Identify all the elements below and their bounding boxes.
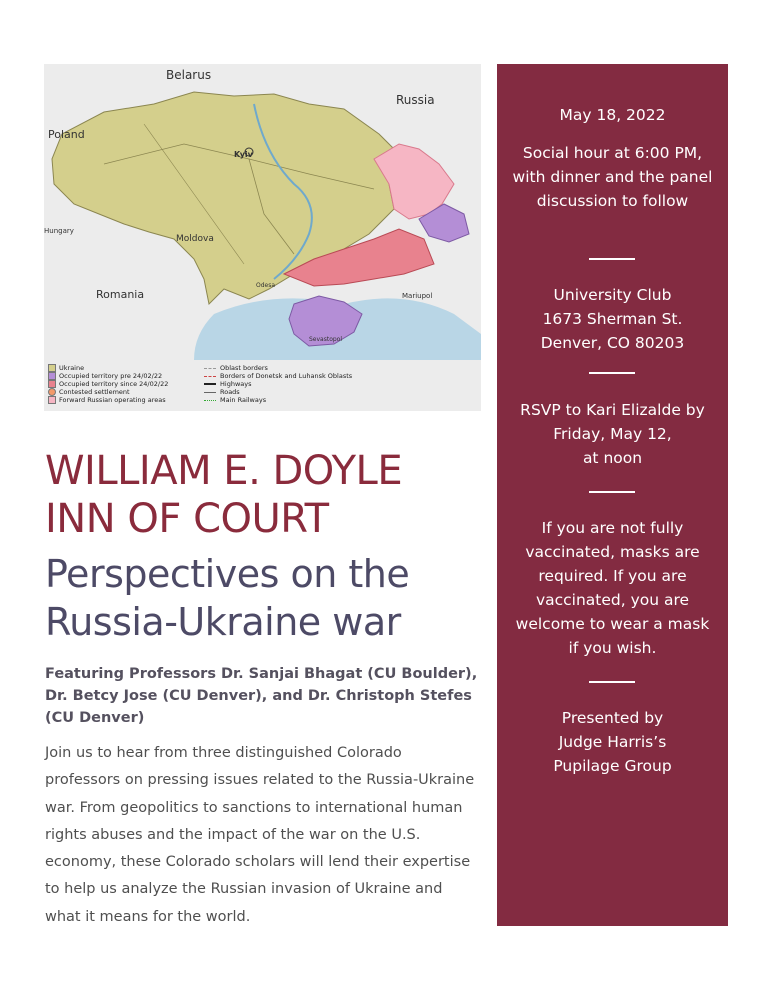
divider	[589, 372, 635, 374]
line-icon	[204, 392, 216, 393]
venue-city: Denver, CO 80203	[540, 334, 685, 352]
legend-item	[204, 372, 352, 380]
mask-policy: If you are not fully vaccinated, masks are required. If you are vaccinated, you are welcome to wear a mask if you wish.	[515, 519, 710, 657]
legend-item	[204, 396, 352, 404]
label-odesa: Odesa	[256, 282, 276, 289]
label-russia: Russia	[396, 93, 435, 107]
map-graphic	[44, 64, 481, 411]
rsvp-time: at noon	[582, 449, 643, 467]
title-line-2: INN OF COURT	[45, 496, 329, 542]
divider	[589, 491, 635, 493]
legend-label: Oblast borders	[220, 364, 268, 372]
venue-street: 1673 Sherman St.	[542, 310, 683, 328]
legend-label: Main Railways	[220, 396, 267, 404]
legend-label: Ukraine	[59, 364, 85, 372]
swatch-icon	[48, 372, 56, 380]
presented-by	[505, 706, 720, 778]
legend-label: Highways	[220, 380, 252, 388]
presenter-line-2: Pupilage Group	[553, 757, 672, 775]
subtitle-line-1: Perspectives on the	[45, 552, 410, 596]
legend-label: Contested settlement	[59, 388, 130, 396]
label-sevastopol: Sevastopol	[309, 336, 343, 343]
label-kyiv: Kyiv	[234, 150, 253, 159]
label-moldova: Moldova	[176, 234, 214, 244]
presenter-line-1: Judge Harris’s	[558, 733, 667, 751]
legend-lines	[204, 364, 352, 404]
page-title	[45, 447, 402, 543]
swatch-icon	[48, 380, 56, 388]
legend-label: Borders of Donetsk and Luhansk Oblasts	[220, 372, 353, 380]
label-hungary: Hungary	[44, 227, 74, 235]
event-description: Join us to hear from three distinguished Colorado professors on pressing issues related to the Russia-Ukraine war. From geopolitics to sanctions to international human rights abuses and the impact of the war on the U.S. economy, these Colorado scholars will lend their expertise to help us analyze the Russian invasion of Ukraine and what it means for the world.	[45, 745, 475, 925]
line-icon	[204, 383, 216, 385]
subtitle-line-2: Russia-Ukraine war	[45, 600, 401, 644]
legend-item	[48, 372, 168, 380]
ukraine-war-map	[44, 64, 481, 411]
legend-item	[204, 388, 352, 396]
legend-item	[48, 380, 168, 388]
event-date: May 18, 2022	[559, 106, 666, 124]
swatch-icon	[48, 364, 56, 372]
label-romania: Romania	[96, 288, 145, 301]
label-poland: Poland	[48, 128, 85, 141]
line-icon	[204, 376, 216, 377]
swatch-icon	[48, 396, 56, 404]
legend-item	[204, 380, 352, 388]
rsvp-text: RSVP to Kari Elizalde by Friday, May 12,	[520, 401, 705, 443]
map-legend	[44, 360, 481, 411]
event-details-panel	[497, 64, 728, 926]
legend-label: Roads	[220, 388, 240, 396]
legend-item	[204, 364, 352, 372]
legend-label: Occupied territory since 24/02/22	[59, 380, 169, 388]
legend-item	[48, 396, 168, 404]
event-schedule: Social hour at 6:00 PM, with dinner and the panel discussion to follow	[512, 144, 713, 210]
legend-areas	[48, 364, 168, 404]
divider	[589, 258, 635, 260]
rsvp	[505, 398, 720, 470]
line-icon	[204, 368, 216, 369]
page-subtitle	[45, 550, 409, 646]
legend-item	[48, 364, 168, 372]
legend-label: Occupied territory pre 24/02/22	[59, 372, 163, 380]
venue	[505, 283, 720, 355]
line-icon	[204, 400, 216, 401]
divider	[589, 681, 635, 683]
venue-name: University Club	[553, 286, 672, 304]
title-line-1: WILLIAM E. DOYLE	[45, 448, 403, 494]
label-mariupol: Mariupol	[402, 292, 433, 300]
legend-item	[48, 388, 168, 396]
swatch-icon	[48, 388, 56, 396]
featuring-speakers: Featuring Professors Dr. Sanjai Bhagat (CU Boulder), Dr. Betcy Jose (CU Denver), and Dr. Christoph Stefes (CU Denver)	[45, 666, 478, 726]
legend-label: Forward Russian operating areas	[59, 396, 166, 404]
label-belarus: Belarus	[166, 68, 212, 82]
presented-label: Presented by	[561, 709, 664, 727]
